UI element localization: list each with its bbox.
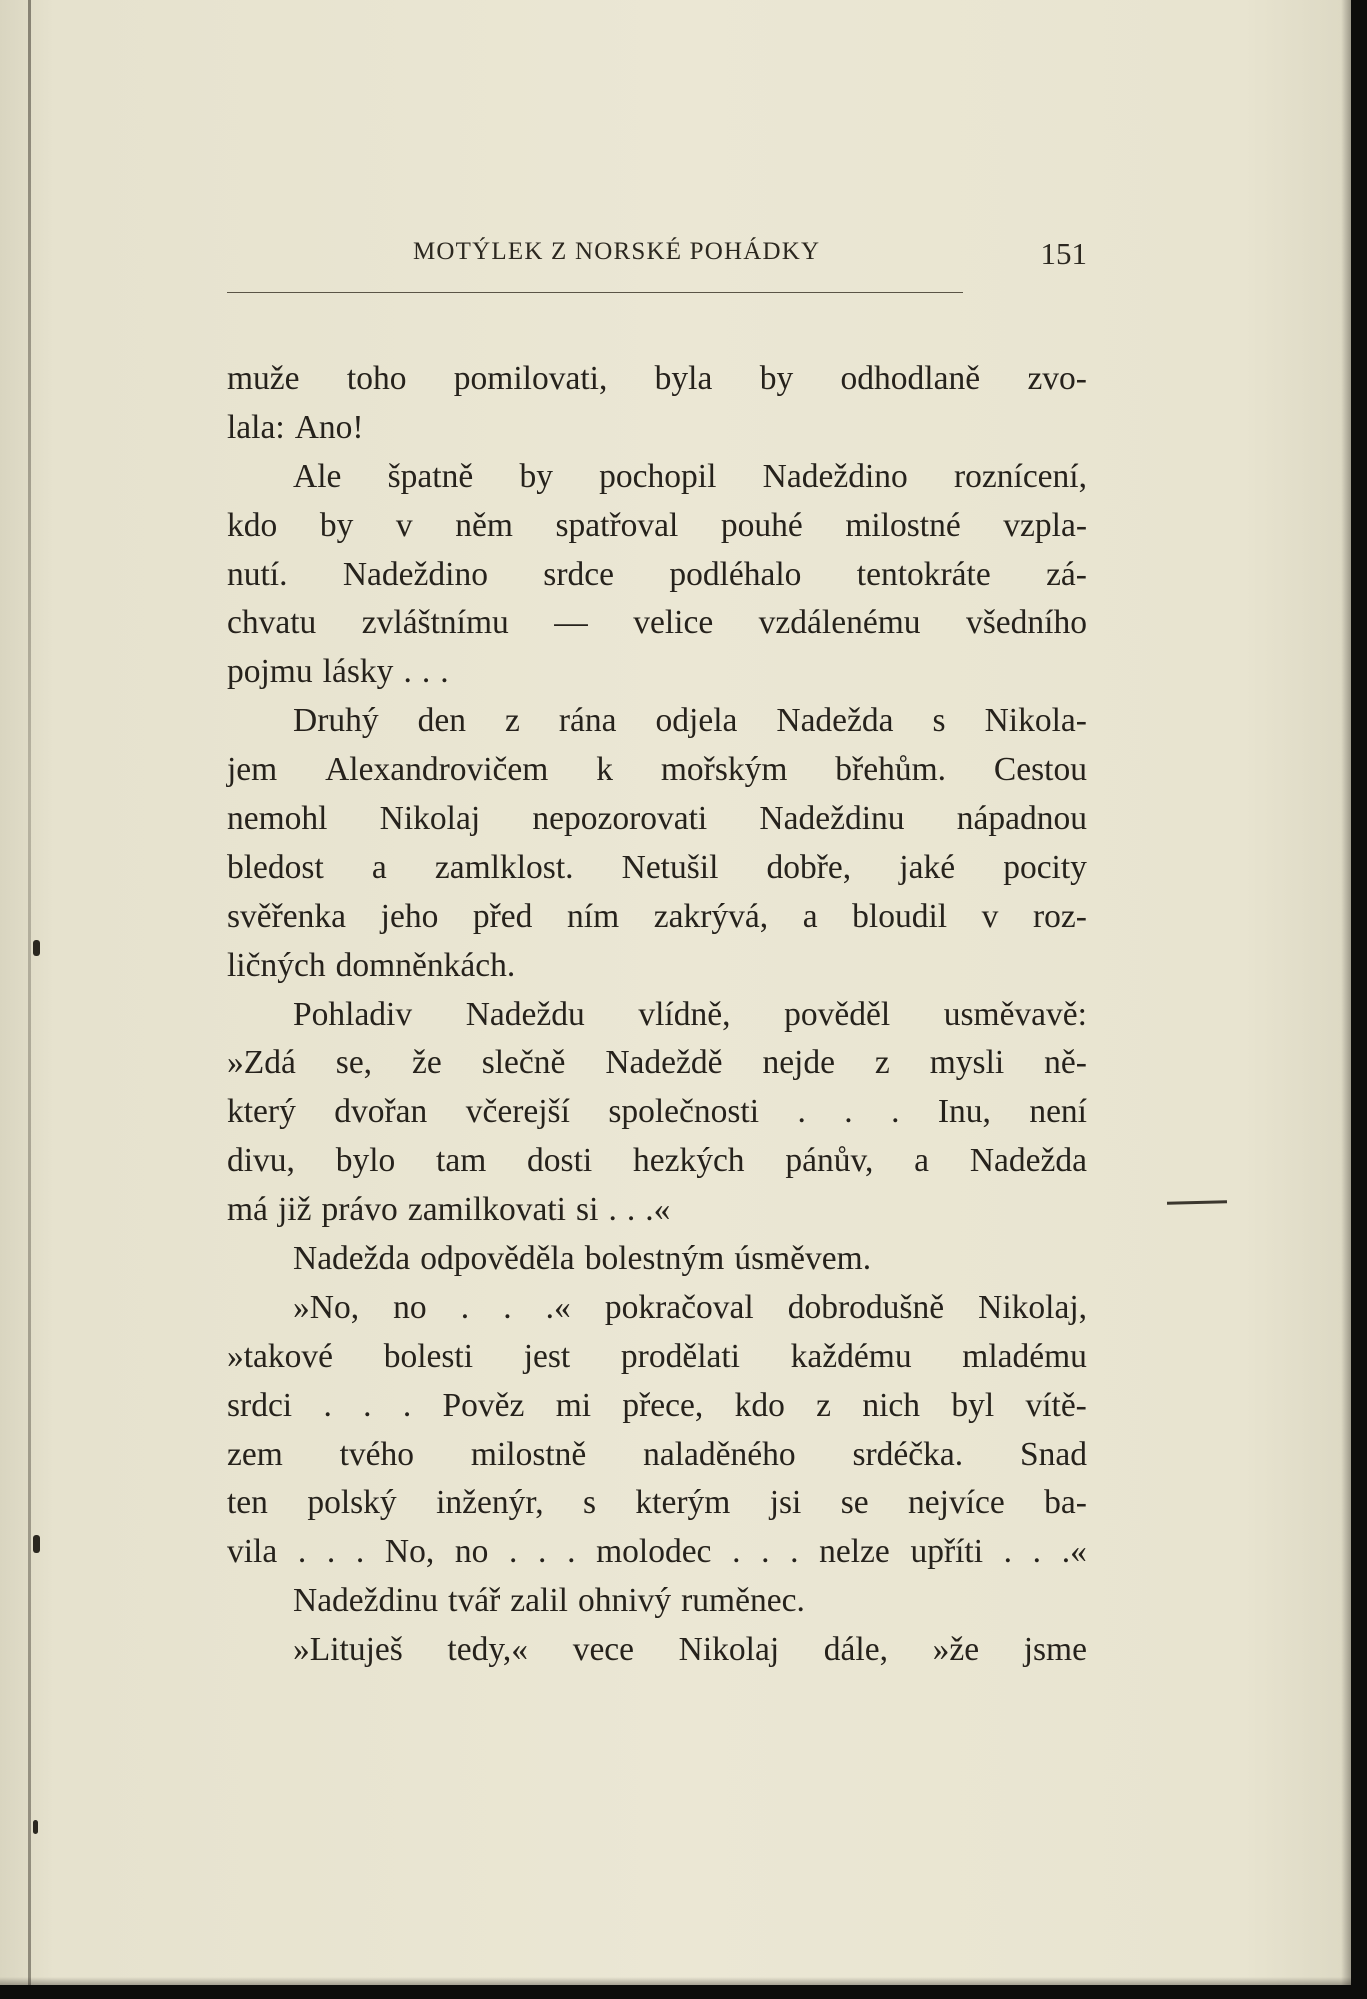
word: v [981,897,999,935]
word: odpověděla [420,1240,575,1278]
word: . [626,1191,636,1229]
word: ličných [227,946,326,984]
text-line [227,1626,1087,1675]
text-line [227,991,1087,1040]
word: nemohl [227,800,328,838]
word: rána [558,702,617,740]
text-line [227,453,1087,502]
word: . [460,1288,470,1326]
text-line [227,1382,1087,1431]
word: bylo [335,1142,396,1180]
word: zalil [510,1582,568,1620]
word: a [371,848,387,886]
word: — [554,604,588,642]
word: Nadeždinu [759,800,905,838]
word: si [576,1191,599,1229]
word: kdo [227,506,278,544]
word: . [538,1533,547,1571]
word: v [395,506,413,544]
word: Nikolaj, [978,1288,1087,1326]
word: tentokráte [856,555,991,593]
word: Nadežda [969,1142,1087,1180]
word: roz- [1032,897,1087,935]
word: bolestným [584,1240,725,1278]
word: přece, [622,1386,704,1424]
word: nejvíce [908,1484,1005,1522]
word: srdce [543,555,614,593]
word: dvořan [334,1093,428,1131]
word: před [472,897,533,935]
word: ruměnec. [681,1582,805,1620]
word: domněnkách. [335,946,516,984]
word: ten [227,1484,268,1522]
word: slečně [481,1044,566,1082]
word: by [759,360,794,397]
word: Nikolaj [379,800,481,838]
word: molodec [596,1533,712,1571]
word: pocity [1003,848,1087,886]
word: . [509,1533,518,1571]
text-line [227,1039,1087,1088]
word: odjela [655,702,738,740]
header-rule [227,292,963,293]
word: ohnivý [578,1582,672,1620]
word: »No, [293,1288,360,1326]
word: vila [227,1533,278,1571]
word: dále, [823,1631,888,1669]
word: . [421,653,431,691]
word: pochopil [599,457,717,495]
text-line [227,1528,1087,1577]
word: . [567,1533,576,1571]
text-line [227,844,1087,893]
text-line [227,355,1087,404]
word: nelze [819,1533,890,1571]
text-line [227,1577,1087,1626]
word: roznícení, [953,457,1087,495]
text-line [227,599,1087,648]
word: Druhý [293,702,379,740]
text-line [227,551,1087,600]
word: . [440,653,449,691]
word: zakrývá, [653,897,769,935]
word: zamlklost. [434,848,574,886]
word: svěřenka [227,897,347,935]
page-edge-shadow [1341,0,1351,1985]
word: Ano! [294,408,364,446]
word: by [519,457,553,495]
text-line [227,746,1087,795]
word: .« [545,1288,571,1326]
word: vítě- [1025,1386,1087,1424]
word: a [914,1142,930,1180]
word: milostné [845,506,961,544]
word: . [732,1533,741,1571]
word: Nadeždinu [293,1582,439,1620]
word: pokračoval [604,1288,754,1326]
word: no [393,1288,427,1326]
word: inženýr, [436,1484,544,1522]
word: zvo- [1027,360,1087,397]
word: no [454,1533,489,1571]
word: toho [346,360,407,397]
word: den [417,702,466,740]
word: dobrodušně [787,1288,945,1326]
word: jem [227,751,278,789]
word: usměvavě: [943,995,1087,1033]
word: »že [932,1631,980,1669]
text-line [227,1284,1087,1333]
word: Nadeždino [762,457,908,495]
word: zamilkovati [407,1191,566,1229]
word: naladěného [643,1435,796,1473]
word: chvatu [227,604,317,642]
word: a [802,897,818,935]
word: .« [1061,1533,1087,1571]
word: se [840,1484,869,1522]
word: odhodlaně [840,360,981,397]
word: nepozorovati [532,800,708,838]
word: zá- [1046,555,1087,593]
word: jeho [380,897,439,935]
word: všedního [965,604,1087,642]
word: z [874,1044,890,1082]
page-edge-shadow [0,1977,1351,1985]
word: bledost [227,848,324,886]
book-gutter [28,0,31,1985]
word: . [797,1093,806,1131]
word: vlídně, [638,995,731,1033]
word: mi [555,1386,592,1424]
word: ním [567,897,620,935]
word: podléhalo [669,555,802,593]
word: jsi [769,1484,802,1522]
word: kdo [734,1386,785,1424]
word: . [608,1191,617,1229]
word: jsme [1023,1631,1087,1669]
word: z [504,702,520,740]
word: již [277,1191,312,1229]
word: nejde [762,1044,835,1082]
word: břehům. [835,751,947,789]
word: No, [384,1533,435,1571]
word: »Zdá [227,1044,296,1082]
word: polský [307,1484,397,1522]
word: Nadeždino [342,555,488,593]
word: něm [455,506,513,544]
word: lásky [322,653,394,691]
text-line [227,1431,1087,1480]
word: .« [645,1191,671,1229]
word: pomilovati, [453,360,608,397]
word: . [503,1288,512,1326]
word: který [227,1093,296,1131]
word: byl [951,1386,995,1424]
word: z [816,1386,832,1424]
word: pánův, [785,1142,874,1180]
word: nutí. [227,555,288,593]
margin-mark [33,1535,40,1553]
word: . [355,1533,365,1571]
word: mysli [929,1044,1005,1082]
text-line [227,1186,1087,1235]
text-line [227,1088,1087,1137]
text-line [227,1479,1087,1528]
word: lala: [227,408,285,446]
word: ba- [1044,1484,1087,1522]
word: byla [654,360,713,397]
word: Nikolaj [678,1631,780,1669]
text-line [227,1333,1087,1382]
word: ně- [1044,1044,1087,1082]
word: velice [633,604,714,642]
text-line [227,1235,1087,1284]
word: vzpla- [1003,506,1087,544]
word: Nadeždu [465,995,585,1033]
word: jaké [899,848,956,886]
word: divu, [227,1142,295,1180]
running-title: MOTÝLEK Z NORSKÉ POHÁDKY [413,238,821,265]
margin-mark [33,940,40,956]
text-line [227,404,1087,453]
body-text [227,355,1087,1675]
word: . [844,1093,853,1131]
word: . [790,1533,799,1571]
word: nich [862,1386,921,1424]
word: každému [790,1337,912,1375]
word: muže [227,360,300,397]
margin-dash [1167,1200,1227,1205]
word: k [596,751,613,789]
word: . [1003,1533,1013,1571]
word: bolesti [383,1337,474,1375]
word: bloudil [852,897,948,935]
word: Nadežda [776,702,894,740]
word: mořským [660,751,788,789]
word: Pověz [442,1386,525,1424]
word: s [582,1484,597,1522]
word: prodělati [620,1337,740,1375]
word: dosti [527,1142,593,1180]
word: vece [572,1631,635,1669]
word: kterým [635,1484,731,1522]
word: tvého [339,1435,415,1473]
word: není [1029,1093,1087,1131]
word: tedy,« [447,1631,529,1669]
word: pojmu [227,653,313,691]
running-head [227,230,1087,290]
word: včerejší [465,1093,570,1131]
word: »takové [227,1337,334,1375]
word: Nikola- [984,702,1087,740]
word: . [761,1533,770,1571]
word: . [1032,1533,1042,1571]
word: tam [436,1142,487,1180]
word: Cestou [993,751,1087,789]
word: mladému [962,1337,1087,1375]
word: hezkých [632,1142,745,1180]
text-line [227,648,1087,697]
word: spatřoval [555,506,679,544]
word: pověděl [784,995,891,1033]
text-page [227,230,1087,1675]
word: má [227,1191,268,1229]
word: Ale [293,457,342,495]
word: se, [335,1044,373,1082]
margin-mark [33,1820,38,1834]
word: »Lituješ [293,1631,403,1669]
text-line [227,502,1087,551]
word: . [326,1533,336,1571]
word: zvláštnímu [361,604,509,642]
word: . [403,653,412,691]
word: milostně [470,1435,587,1473]
word: Nadeždě [605,1044,723,1082]
text-line [227,795,1087,844]
text-line [227,942,1087,991]
word: . [402,1386,412,1424]
word: upříti [910,1533,984,1571]
word: úsměvem. [734,1240,872,1278]
word: s [932,702,946,740]
word: srdéčka. [852,1435,964,1473]
word: by [319,506,354,544]
word: Alexandrovičem [325,751,549,789]
word: špatně [387,457,474,495]
word: . [363,1386,372,1424]
text-line [227,697,1087,746]
word: že [412,1044,442,1082]
word: tvář [448,1582,501,1620]
word: Pohladiv [293,995,413,1033]
word: dobře, [766,848,852,886]
word: . [891,1093,900,1131]
word: Netušil [621,848,719,886]
word: Inu, [937,1093,991,1131]
word: Snad [1020,1435,1087,1473]
word: nápadnou [956,800,1087,838]
word: právo [321,1191,398,1229]
word: společnosti [608,1093,760,1131]
word: srdci [227,1386,293,1424]
word: pouhé [720,506,803,544]
word: jest [523,1337,571,1375]
word: Nadežda [293,1240,411,1278]
text-line [227,893,1087,942]
text-line [227,1137,1087,1186]
page-number: 151 [1040,236,1087,271]
word: . [297,1533,307,1571]
word: zem [227,1435,283,1473]
word: vzdálenému [758,604,921,642]
word: . [323,1386,332,1424]
